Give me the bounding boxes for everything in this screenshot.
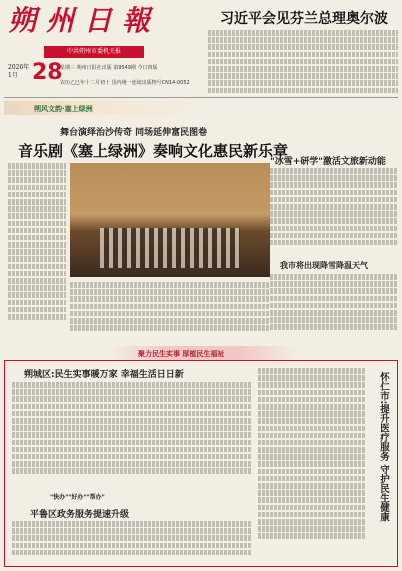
divider [4, 97, 398, 98]
shuocheng-body [12, 382, 252, 486]
ice-snow-headline[interactable]: "冰雪+研学"激活文旅新动能 [270, 157, 386, 167]
year-month: 2026年1月 [8, 64, 30, 79]
issue-line: 朔州日报社出版 第9549期 今日四版 [76, 65, 158, 71]
opera-stage-photo [70, 163, 270, 277]
livelihood-banner [108, 346, 298, 360]
masthead-title: 朔州日報 [8, 4, 161, 37]
performers [100, 228, 240, 268]
huairen-body [258, 368, 366, 564]
lunar-line: 农历乙巳年十二月初十 国内统一连续出版物号CN14-0052 [60, 80, 190, 86]
top-story-body [208, 30, 398, 98]
huairen-headline[interactable]: 怀仁市:提升医疗服务 守护民生健康 [378, 372, 389, 522]
opera-body-left [8, 163, 66, 343]
feature-banner-label: 朔风文韵·塞上绿洲 [34, 105, 93, 113]
weather-headline[interactable]: 我市将出现降雪降温天气 [280, 261, 368, 270]
pinglu-body [12, 521, 252, 563]
weather-body [270, 274, 398, 342]
date-day: 28 [32, 60, 63, 85]
weekday: 星期三 [60, 65, 76, 71]
party-line: 中共朔州市委机关报 [44, 46, 144, 58]
top-story-headline[interactable]: 习近平会见芬兰总理奥尔波 [220, 11, 388, 27]
pinglu-headline[interactable]: 平鲁区政务服务提速升级 [30, 510, 130, 520]
pinglu-kicker: "快办""好办""帮办" [50, 494, 105, 501]
shuocheng-headline[interactable]: 朔城区:民生实事暖万家 幸福生活日日新 [24, 370, 184, 380]
feature-banner [4, 101, 212, 115]
opera-body-bottom [70, 282, 270, 342]
issue-info [60, 65, 210, 72]
ice-snow-body [270, 168, 398, 254]
opera-headline[interactable]: 音乐剧《塞上绿洲》奏响文化惠民新乐章 [18, 142, 289, 160]
livelihood-banner-label: 聚力民生实事 厚植民生福祉 [138, 350, 225, 358]
opera-subtitle: 舞台演绎治沙传奇 同场延伸富民图卷 [60, 128, 208, 138]
